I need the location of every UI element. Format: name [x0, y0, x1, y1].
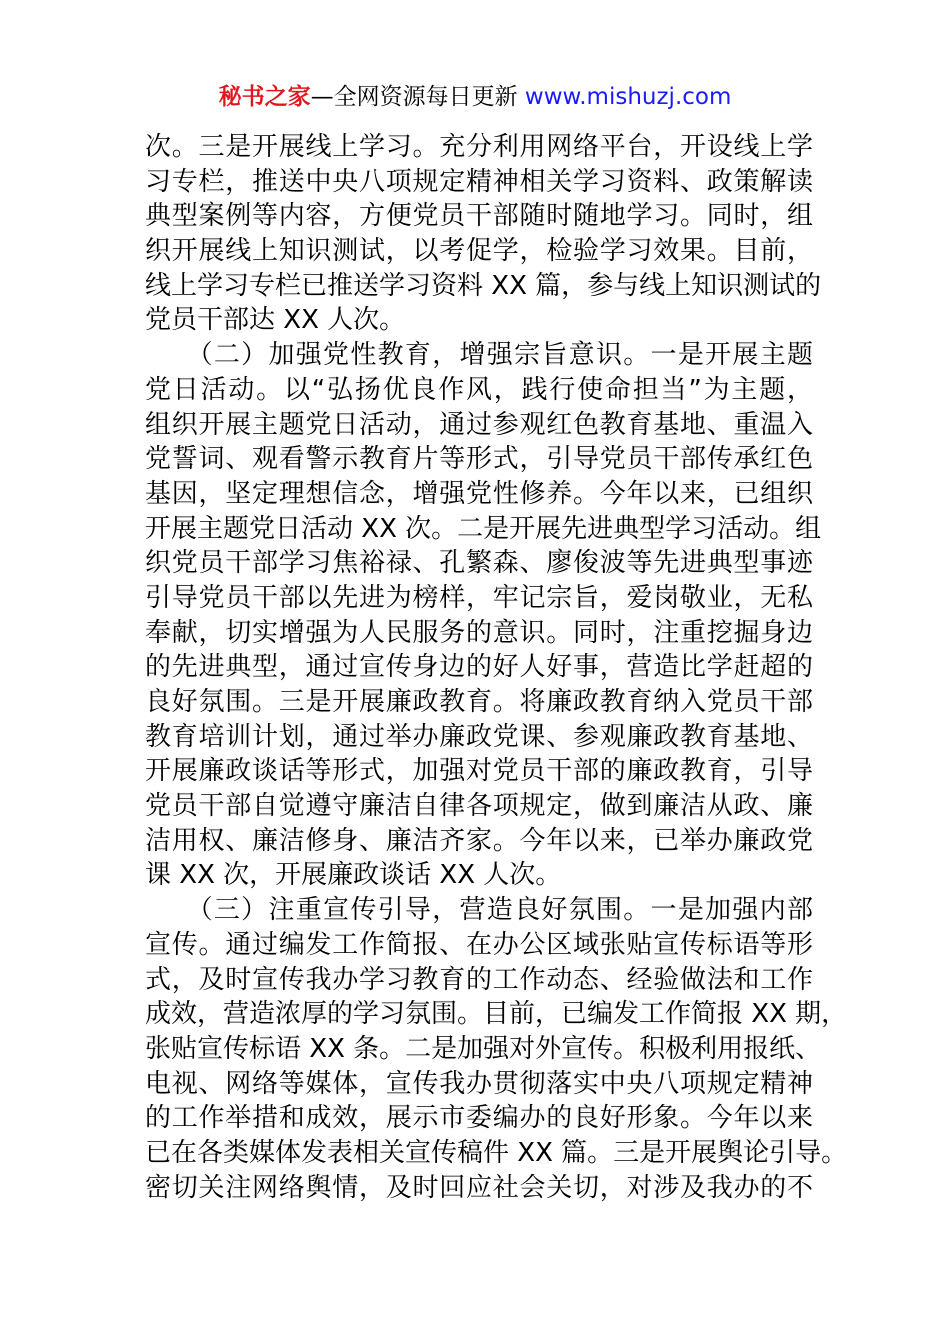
body-text-line: 引导党员干部以先进为榜样，牢记宗旨，爱岗敬业，无私 — [145, 582, 813, 613]
body-text-line: 组织开展主题党日活动，通过参观红色教育基地、重温入 — [145, 409, 813, 440]
body-text-line: （三）注重宣传引导，营造良好氛围。一是加强内部 — [145, 895, 813, 926]
header-slogan: —全网资源每日更新 — [310, 84, 525, 110]
body-text-line: 党日活动。以“弘扬优良作风，践行使命担当”为主题， — [145, 374, 813, 405]
body-text-line: 开展廉政谈话等形式，加强对党员干部的廉政教育，引导 — [145, 756, 813, 787]
body-text-line: 开展主题党日活动 XX 次。二是开展先进典型学习活动。组 — [145, 513, 822, 544]
body-text-line: 教育培训计划，通过举办廉政党课、参观廉政教育基地、 — [145, 721, 813, 752]
body-text-line: 织党员干部学习焦裕禄、孔繁森、廖俊波等先进典型事迹 — [145, 548, 813, 579]
body-text-line: 成效，营造浓厚的学习氛围。目前，已编发工作简报 XX 期， — [145, 999, 848, 1030]
page-header — [0, 80, 950, 114]
body-text-line: 典型案例等内容，方便党员干部随时随地学习。同时，组 — [145, 201, 813, 232]
body-text-line: 良好氛围。三是开展廉政教育。将廉政教育纳入党员干部 — [145, 687, 813, 717]
body-text-line: 已在各类媒体发表相关宣传稿件 XX 篇。三是开展舆论引导。 — [145, 1137, 848, 1168]
body-text-line: 线上学习专栏已推送学习资料 XX 篇，参与线上知识测试的 — [145, 270, 822, 301]
body-text-line: 密切关注网络舆情，及时回应社会关切，对涉及我办的不 — [145, 1172, 813, 1203]
body-text-line: 党员干部自觉遵守廉洁自律各项规定，做到廉洁从政、廉 — [145, 791, 813, 822]
body-text-line: 的工作举措和成效，展示市委编办的良好形象。今年以来 — [145, 1103, 813, 1134]
body-text-line: 奉献，切实增强为人民服务的意识。同时，注重挖掘身边 — [145, 617, 813, 648]
body-text-line: 织开展线上知识测试，以考促学，检验学习效果。目前， — [145, 236, 813, 267]
body-text-line: （二）加强党性教育，增强宗旨意识。一是开展主题 — [145, 340, 813, 371]
body-text-line: 电视、网络等媒体，宣传我办贯彻落实中央八项规定精神 — [145, 1068, 813, 1099]
body-text-line: 张贴宣传标语 XX 条。二是加强对外宣传。积极利用报纸、 — [145, 1033, 822, 1064]
brand-name: 秘书之家 — [218, 84, 311, 110]
body-text-line: 洁用权、廉洁修身、廉洁齐家。今年以来，已举办廉政党 — [145, 825, 813, 856]
document-body — [145, 130, 848, 1205]
body-text-line: 次。三是开展线上学习。充分利用网络平台，开设线上学 — [145, 132, 813, 162]
body-text-line: 基因，坚定理想信念，增强党性修养。今年以来，已组织 — [145, 478, 813, 509]
body-text-line: 课 XX 次，开展廉政谈话 XX 人次。 — [145, 860, 562, 891]
body-text-line: 宣传。通过编发工作简报、在办公区域张贴宣传标语等形 — [145, 929, 813, 960]
body-text-line: 党员干部达 XX 人次。 — [145, 305, 406, 336]
body-text-line: 党誓词、观看警示教育片等形式，引导党员干部传承红色 — [145, 444, 813, 475]
body-text-line: 习专栏，推送中央八项规定精神相关学习资料、政策解读 — [145, 166, 813, 197]
body-text-line: 式，及时宣传我办学习教育的工作动态、经验做法和工作 — [145, 964, 813, 995]
body-text-line: 的先进典型，通过宣传身边的好人好事，营造比学赶超的 — [145, 652, 813, 683]
header-url-link[interactable]: www.mishuzj.com — [524, 84, 732, 110]
